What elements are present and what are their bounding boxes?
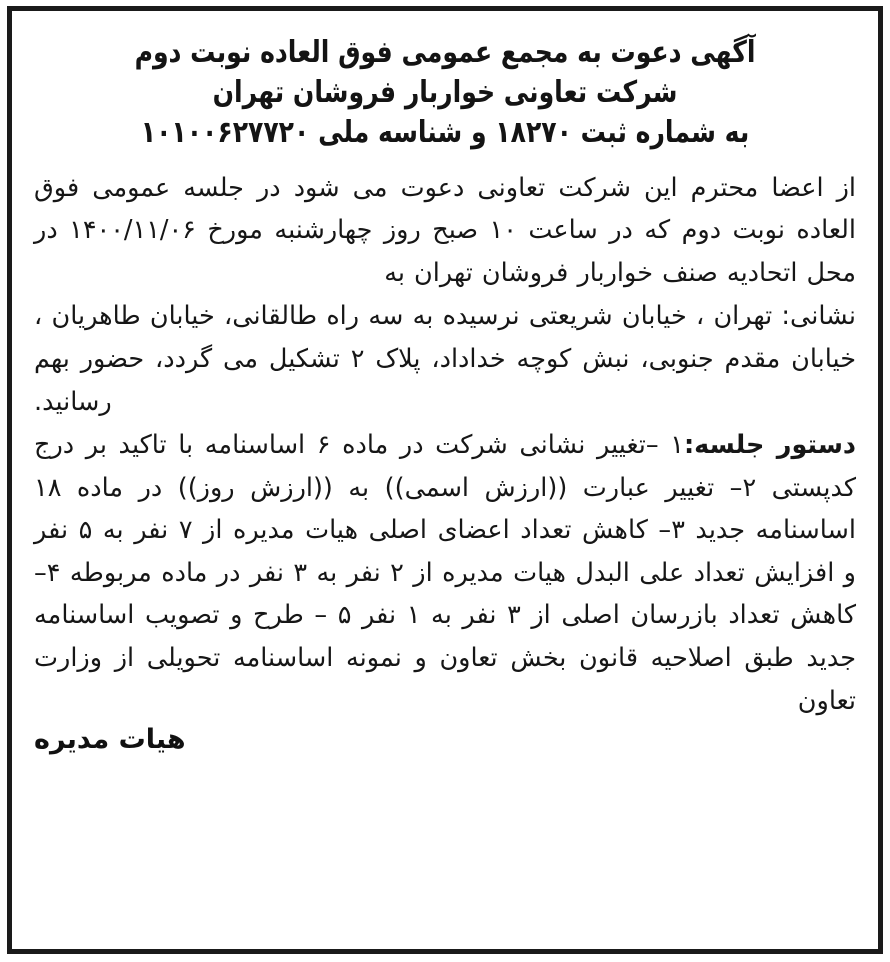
signature-board-of-directors: هیات مدیره	[34, 724, 186, 756]
agenda-paragraph	[34, 424, 856, 722]
heading-line-company: شرکت تعاونی خواربار فروشان تهران	[212, 74, 678, 110]
invitation-paragraph: از اعضا محترم این شرکت تعاونی دعوت می شود در جلسه عمومی فوق العاده نوبت دوم که در ساعت ۱۰ صبح روز چهارشنبه مورخ ۱۴۰۰/۱۱/۰۶ در محل اتحادیه صنف خواربار فروشان تهران به	[34, 172, 857, 288]
notice-heading	[34, 21, 856, 153]
signature-block	[34, 724, 856, 755]
address-paragraph: نشانی: تهران ، خیابان شریعتی نرسیده به سه راه طالقانی، خیابان طاهریان ، خیابان مقدم جنوبی، نبش کوچه خداداد، پلاک ۲ تشکیل می گردد، حضور بهم رسانید.	[34, 301, 857, 417]
agenda-items-text: ۱ –تغییر نشانی شرکت در ماده ۶ اساسنامه با تاکید بر درج کدپستی ۲– تغییر عبارت ((ارزش اسمی)) به ((ارزش روز)) در ماده ۱۸ اساسنامه جدید ۳– کاهش تعداد اعضای اصلی هیات مدیره از ۷ نفر به ۵ نفر و افزایش تعداد علی البدل هیات مدیره از ۲ نفر به ۳ نفر در ماده مربوطه ۴– کاهش تعداد بازرسان اصلی از ۳ نفر به ۱ نفر ۵ – طرح و تصویب اساسنامه جدید طبق اصلاحیه قانون بخش تعاون و نمونه اساسنامه تحویلی از وزارت تعاون	[34, 430, 857, 716]
heading-line-registration: به شماره ثبت ۱۸۲۷۰ و شناسه ملی ۱۰۱۰۰۶۲۷۷۲۰	[140, 114, 750, 150]
agenda-label: دستور جلسه:	[683, 430, 857, 461]
advertisement-frame	[7, 6, 883, 954]
heading-line-title: آگهی دعوت به مجمع عمومی فوق العاده نوبت دوم	[134, 35, 756, 70]
notice-body	[34, 167, 856, 723]
advertisement-content	[12, 11, 878, 949]
